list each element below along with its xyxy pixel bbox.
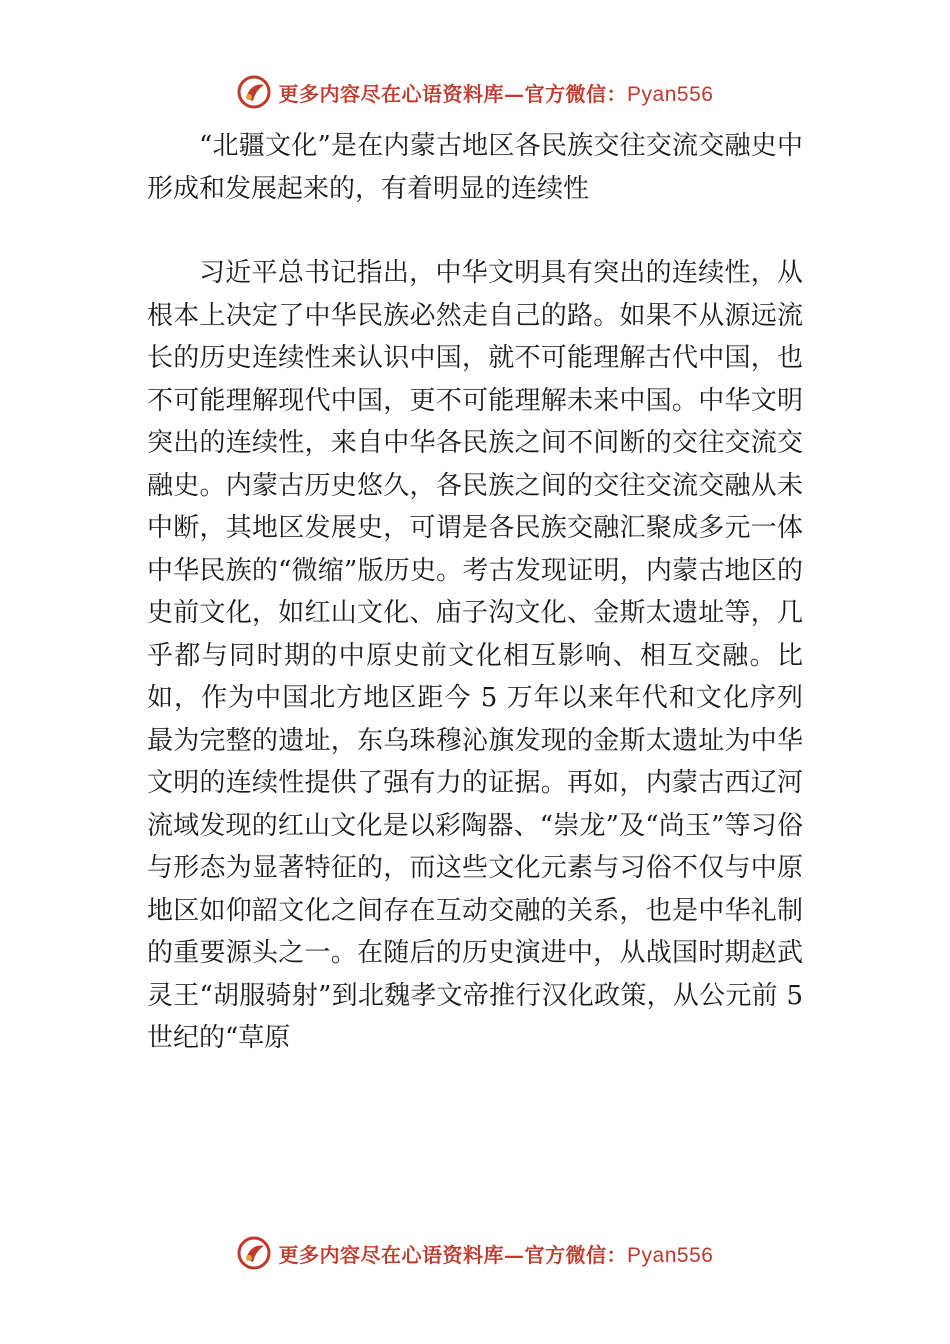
watermark-text: 更多内容尽在心语资料库—官方微信：Pyan556 bbox=[278, 1242, 714, 1267]
section-heading: “北疆文化”是在内蒙古地区各民族交往交流交融史中形成和发展起来的，有着明显的连续性 bbox=[147, 131, 803, 204]
footer-watermark bbox=[0, 1233, 950, 1273]
body-paragraph: 习近平总书记指出，中华文明具有突出的连续性，从根本上决定了中华民族必然走自己的路。如果不从源远流长的历史连续性来认识中国，就不可能理解古代中国，也不可能理解现代中国，更不可能理解未来中国。中华文明突出的连续性，来自中华各民族之间不间断的交往交流交融史。内蒙古历史悠久，各民族之间的交往交流交融从未中断，其地区发展史，可谓是各民族交融汇聚成多元一体中华民族的“微缩”版历史。考古发现证明，内蒙古地区的史前文化，如红山文化、庙子沟文化、金斯太遗址等，几乎都与同时期的中原史前文化相互影响、相互交融。比如，作为中国北方地区距今 5 万年以来年代和文化序列最为完整的遗址，东乌珠穆沁旗发现的金斯太遗址为中华文明的连续性提供了强有力的证据。再如，内蒙古西辽河流域发现的红山文化是以彩陶器、“崇龙”及“尚玉”等习俗与形态为显著特征的，而这些文化元素与习俗不仅与中原地区如仰韶文化之间存在互动交融的关系，也是中华礼制的重要源头之一。在随后的历史演进中，从战国时期赵武灵王“胡服骑射”到北魏孝文帝推行汉化政策，从公元前 5 世纪的“草原 bbox=[147, 258, 803, 1053]
document-body bbox=[147, 125, 803, 1060]
logo-icon bbox=[237, 1236, 271, 1270]
header-watermark bbox=[0, 72, 950, 112]
watermark-text: 更多内容尽在心语资料库—官方微信：Pyan556 bbox=[278, 81, 714, 106]
logo-icon bbox=[237, 75, 271, 109]
